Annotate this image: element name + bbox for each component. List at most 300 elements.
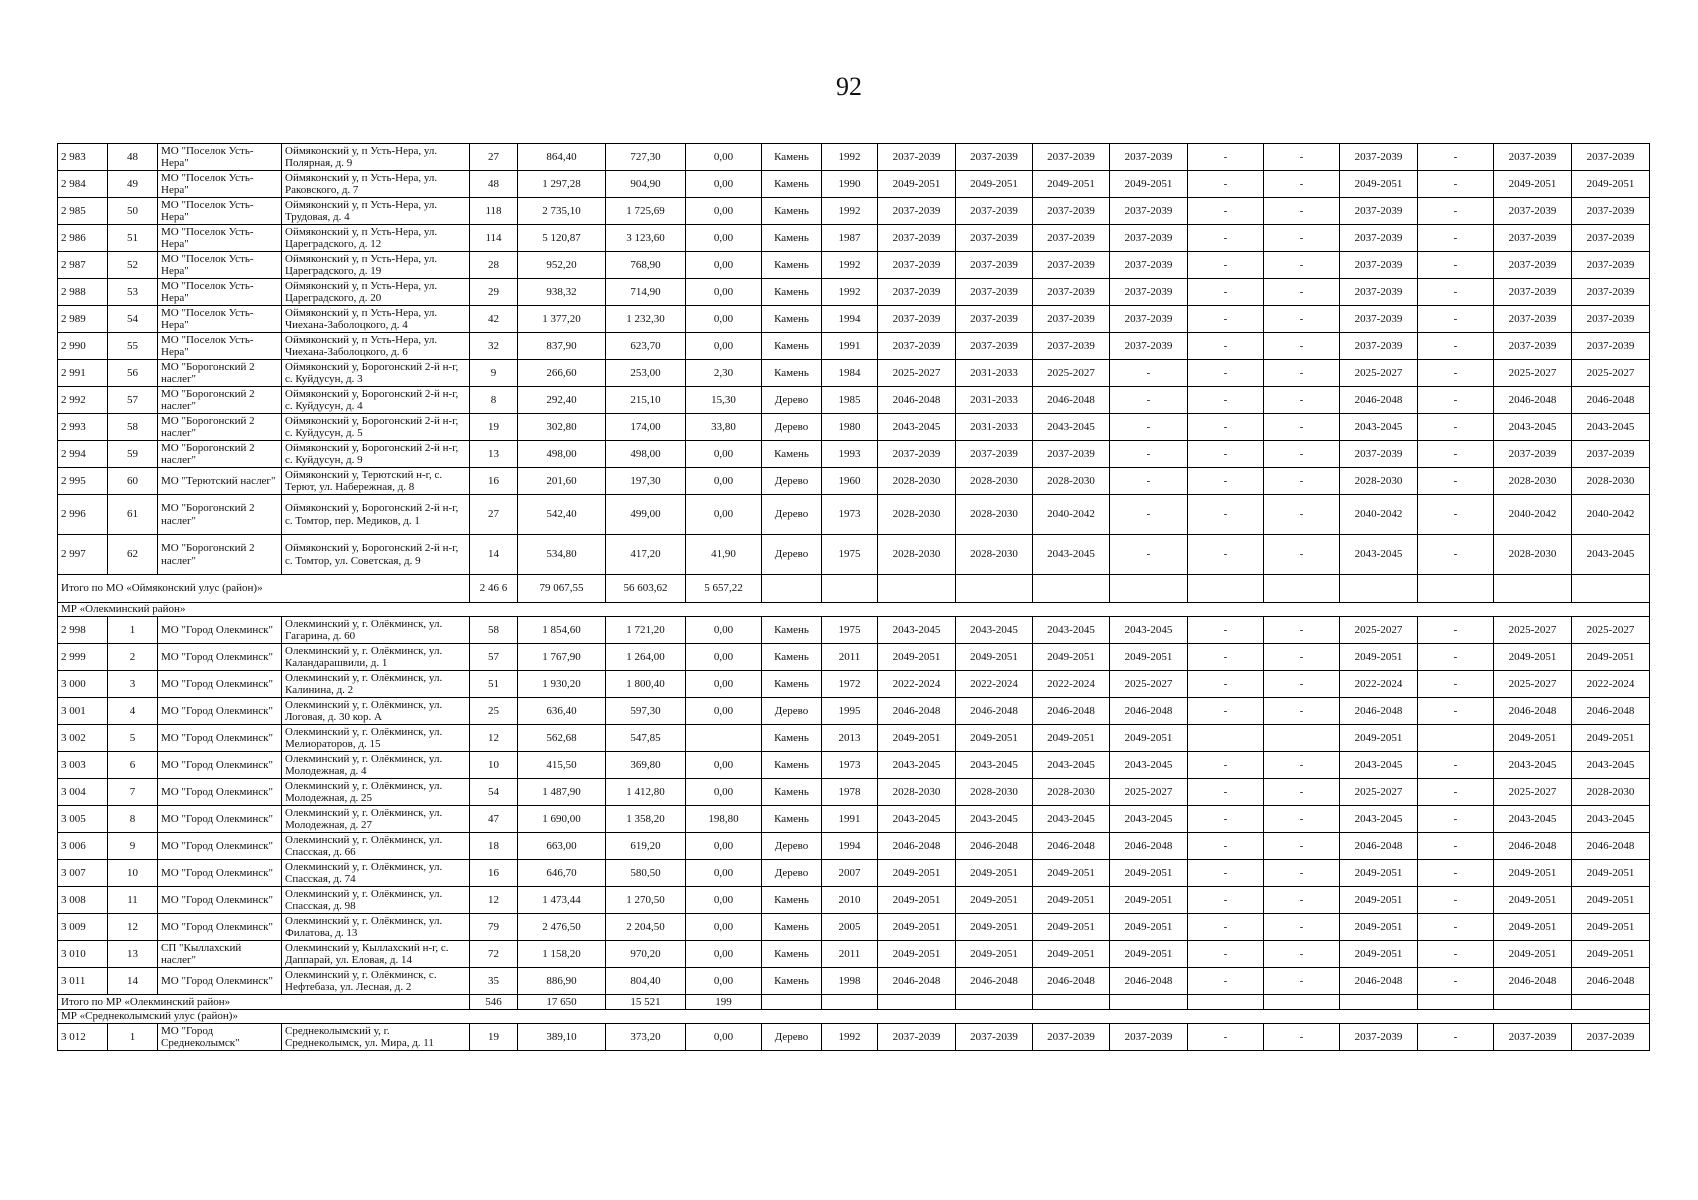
living-area-cell: 804,40	[606, 968, 686, 995]
period-10-cell: 2049-2051	[1572, 171, 1650, 198]
period-5-cell: -	[1188, 144, 1264, 171]
year-built-cell: 1992	[822, 144, 878, 171]
address-cell: Оймяконский у, Борогонский 2-й н-г, с. Куйдусун, д. 9	[282, 441, 470, 468]
section-header-row	[58, 1010, 1650, 1024]
period-2-cell: 2046-2048	[956, 698, 1033, 725]
empty-cell	[1494, 995, 1572, 1010]
year-built-cell: 1998	[822, 968, 878, 995]
period-6-cell: -	[1264, 414, 1340, 441]
row-number-cell: 3 001	[58, 698, 108, 725]
period-9-cell: 2049-2051	[1494, 171, 1572, 198]
living-area-cell: 499,00	[606, 495, 686, 535]
residents-cell: 12	[470, 887, 518, 914]
period-8-cell: -	[1418, 387, 1494, 414]
row-number-cell: 3 000	[58, 671, 108, 698]
total-area-cell: 201,60	[518, 468, 606, 495]
row-number-cell: 2 984	[58, 171, 108, 198]
period-4-cell: 2037-2039	[1110, 198, 1188, 225]
period-4-cell: -	[1110, 441, 1188, 468]
table-row	[58, 360, 1650, 387]
table-row	[58, 306, 1650, 333]
period-7-cell: 2025-2027	[1340, 779, 1418, 806]
address-cell: Оймяконский у, п Усть-Нера, ул. Цареградского, д. 19	[282, 252, 470, 279]
living-area-cell: 197,30	[606, 468, 686, 495]
local-number-cell: 59	[108, 441, 158, 468]
wall-material-cell: Камень	[762, 968, 822, 995]
period-10-cell: 2043-2045	[1572, 414, 1650, 441]
period-4-cell: 2049-2051	[1110, 725, 1188, 752]
period-5-cell: -	[1188, 779, 1264, 806]
year-built-cell: 1994	[822, 833, 878, 860]
local-number-cell: 51	[108, 225, 158, 252]
municipality-cell: МО "Город Олекминск"	[158, 779, 282, 806]
period-10-cell: 2049-2051	[1572, 914, 1650, 941]
period-1-cell: 2043-2045	[878, 414, 956, 441]
emergency-area-cell: 0,00	[686, 171, 762, 198]
wall-material-cell: Дерево	[762, 535, 822, 575]
period-4-cell: 2049-2051	[1110, 887, 1188, 914]
local-number-cell: 5	[108, 725, 158, 752]
table-row	[58, 833, 1650, 860]
period-4-cell: 2037-2039	[1110, 306, 1188, 333]
table-row	[58, 144, 1650, 171]
table-row	[58, 333, 1650, 360]
section-title: МР «Среднеколымский улус (район)»	[58, 1010, 1650, 1024]
residents-cell: 114	[470, 225, 518, 252]
empty-cell	[822, 995, 878, 1010]
year-built-cell: 1973	[822, 752, 878, 779]
residents-cell: 9	[470, 360, 518, 387]
wall-material-cell: Камень	[762, 725, 822, 752]
year-built-cell: 1991	[822, 806, 878, 833]
living-area-cell: 547,85	[606, 725, 686, 752]
emergency-area-cell: 0,00	[686, 968, 762, 995]
living-area-cell: 373,20	[606, 1024, 686, 1051]
period-8-cell: -	[1418, 333, 1494, 360]
period-2-cell: 2028-2030	[956, 779, 1033, 806]
period-5-cell: -	[1188, 887, 1264, 914]
wall-material-cell: Дерево	[762, 1024, 822, 1051]
period-1-cell: 2037-2039	[878, 333, 956, 360]
period-7-cell: 2043-2045	[1340, 535, 1418, 575]
period-2-cell: 2046-2048	[956, 833, 1033, 860]
local-number-cell: 6	[108, 752, 158, 779]
period-6-cell: -	[1264, 833, 1340, 860]
wall-material-cell: Камень	[762, 644, 822, 671]
period-10-cell: 2046-2048	[1572, 387, 1650, 414]
year-built-cell: 1992	[822, 252, 878, 279]
page-number: 92	[836, 72, 862, 101]
period-8-cell: -	[1418, 144, 1494, 171]
residents-cell: 57	[470, 644, 518, 671]
row-number-cell: 2 998	[58, 617, 108, 644]
wall-material-cell: Камень	[762, 171, 822, 198]
municipality-cell: МО "Город Олекминск"	[158, 806, 282, 833]
living-area-cell: 1 358,20	[606, 806, 686, 833]
period-4-cell: 2037-2039	[1110, 144, 1188, 171]
total-area-cell: 266,60	[518, 360, 606, 387]
emergency-area-cell: 0,00	[686, 225, 762, 252]
local-number-cell: 1	[108, 617, 158, 644]
total-area-cell: 1 690,00	[518, 806, 606, 833]
total-area-cell: 663,00	[518, 833, 606, 860]
period-5-cell: -	[1188, 306, 1264, 333]
local-number-cell: 14	[108, 968, 158, 995]
period-5-cell: -	[1188, 617, 1264, 644]
table-row	[58, 617, 1650, 644]
table-row	[58, 941, 1650, 968]
empty-cell	[1418, 995, 1494, 1010]
address-cell: Олекминский у, г. Олёкминск, ул. Молодежная, д. 4	[282, 752, 470, 779]
table-row	[58, 671, 1650, 698]
period-6-cell: -	[1264, 968, 1340, 995]
empty-cell	[1264, 995, 1340, 1010]
living-area-cell: 768,90	[606, 252, 686, 279]
table-row	[58, 752, 1650, 779]
period-8-cell: -	[1418, 779, 1494, 806]
period-6-cell: -	[1264, 306, 1340, 333]
total-area-cell: 952,20	[518, 252, 606, 279]
table-row	[58, 198, 1650, 225]
period-2-cell: 2028-2030	[956, 468, 1033, 495]
emergency-area-cell: 0,00	[686, 252, 762, 279]
period-3-cell: 2037-2039	[1033, 252, 1110, 279]
period-4-cell: 2049-2051	[1110, 941, 1188, 968]
period-2-cell: 2049-2051	[956, 887, 1033, 914]
address-cell: Олекминский у, г. Олёкминск, ул. Мелиораторов, д. 15	[282, 725, 470, 752]
period-6-cell: -	[1264, 1024, 1340, 1051]
table-row	[58, 495, 1650, 535]
row-number-cell: 2 999	[58, 644, 108, 671]
living-area-cell: 1 800,40	[606, 671, 686, 698]
address-cell: Оймяконский у, п Усть-Нера, ул. Чиехана-Заболоцкого, д. 6	[282, 333, 470, 360]
table-row	[58, 252, 1650, 279]
municipality-cell: МО "Борогонский 2 наслег"	[158, 360, 282, 387]
period-8-cell: -	[1418, 698, 1494, 725]
address-cell: Олекминский у, г. Олёкминск, с. Нефтебаза, ул. Лесная, д. 2	[282, 968, 470, 995]
living-area-cell: 369,80	[606, 752, 686, 779]
residents-cell: 47	[470, 806, 518, 833]
period-7-cell: 2049-2051	[1340, 914, 1418, 941]
living-area-cell: 904,90	[606, 171, 686, 198]
address-cell: Оймяконский у, п Усть-Нера, ул. Цареградского, д. 20	[282, 279, 470, 306]
period-5-cell: -	[1188, 914, 1264, 941]
row-number-cell: 2 985	[58, 198, 108, 225]
municipality-cell: МО "Город Олекминск"	[158, 644, 282, 671]
period-7-cell: 2022-2024	[1340, 671, 1418, 698]
period-2-cell: 2037-2039	[956, 1024, 1033, 1051]
residents-cell: 25	[470, 698, 518, 725]
residents-cell: 13	[470, 441, 518, 468]
total-row	[58, 575, 1650, 603]
period-9-cell: 2025-2027	[1494, 779, 1572, 806]
period-9-cell: 2025-2027	[1494, 671, 1572, 698]
municipality-cell: МО "Поселок Усть-Нера"	[158, 279, 282, 306]
period-3-cell: 2046-2048	[1033, 968, 1110, 995]
year-built-cell: 1987	[822, 225, 878, 252]
period-4-cell: 2037-2039	[1110, 1024, 1188, 1051]
period-9-cell: 2028-2030	[1494, 535, 1572, 575]
year-built-cell: 1994	[822, 306, 878, 333]
address-cell: Оймяконский у, Борогонский 2-й н-г, с. Томтор, пер. Медиков, д. 1	[282, 495, 470, 535]
local-number-cell: 13	[108, 941, 158, 968]
period-7-cell: 2043-2045	[1340, 806, 1418, 833]
period-9-cell: 2046-2048	[1494, 698, 1572, 725]
table-row	[58, 468, 1650, 495]
residents-cell: 54	[470, 779, 518, 806]
period-9-cell: 2046-2048	[1494, 968, 1572, 995]
total-area-cell: 5 120,87	[518, 225, 606, 252]
wall-material-cell: Камень	[762, 225, 822, 252]
period-1-cell: 2037-2039	[878, 144, 956, 171]
period-5-cell: -	[1188, 671, 1264, 698]
period-5-cell: -	[1188, 968, 1264, 995]
emergency-area-cell: 0,00	[686, 671, 762, 698]
period-5-cell: -	[1188, 414, 1264, 441]
municipality-cell: МО "Поселок Усть-Нера"	[158, 306, 282, 333]
table-row	[58, 968, 1650, 995]
period-10-cell: 2037-2039	[1572, 252, 1650, 279]
local-number-cell: 56	[108, 360, 158, 387]
period-7-cell: 2037-2039	[1340, 225, 1418, 252]
emergency-area-total: 199	[686, 995, 762, 1010]
emergency-area-cell: 0,00	[686, 144, 762, 171]
total-area-cell: 1 854,60	[518, 617, 606, 644]
period-4-cell: 2043-2045	[1110, 806, 1188, 833]
municipality-cell: МО "Борогонский 2 наслег"	[158, 387, 282, 414]
local-number-cell: 3	[108, 671, 158, 698]
period-6-cell: -	[1264, 468, 1340, 495]
empty-cell	[1340, 575, 1418, 603]
row-number-cell: 3 007	[58, 860, 108, 887]
emergency-area-cell: 0,00	[686, 279, 762, 306]
period-7-cell: 2049-2051	[1340, 887, 1418, 914]
period-7-cell: 2049-2051	[1340, 171, 1418, 198]
address-cell: Оймяконский у, Борогонский 2-й н-г, с. Куйдусун, д. 3	[282, 360, 470, 387]
row-number-cell: 2 983	[58, 144, 108, 171]
period-1-cell: 2037-2039	[878, 306, 956, 333]
period-7-cell: 2043-2045	[1340, 752, 1418, 779]
local-number-cell: 57	[108, 387, 158, 414]
period-4-cell: 2046-2048	[1110, 833, 1188, 860]
period-9-cell: 2043-2045	[1494, 752, 1572, 779]
empty-cell	[1572, 575, 1650, 603]
period-8-cell: -	[1418, 1024, 1494, 1051]
period-2-cell: 2022-2024	[956, 671, 1033, 698]
period-5-cell: -	[1188, 441, 1264, 468]
period-6-cell: -	[1264, 806, 1340, 833]
year-built-cell: 2007	[822, 860, 878, 887]
living-area-cell: 580,50	[606, 860, 686, 887]
address-cell: Олекминский у, г. Олёкминск, ул. Каландарашвили, д. 1	[282, 644, 470, 671]
residents-cell: 8	[470, 387, 518, 414]
emergency-area-cell: 0,00	[686, 887, 762, 914]
period-6-cell: -	[1264, 752, 1340, 779]
address-cell: Оймяконский у, Борогонский 2-й н-г, с. Томтор, ул. Советская, д. 9	[282, 535, 470, 575]
period-9-cell: 2043-2045	[1494, 806, 1572, 833]
period-6-cell: -	[1264, 914, 1340, 941]
address-cell: Олекминский у, г. Олёкминск, ул. Гагарина, д. 60	[282, 617, 470, 644]
section-header-row	[58, 603, 1650, 617]
period-10-cell: 2037-2039	[1572, 144, 1650, 171]
total-area-cell: 646,70	[518, 860, 606, 887]
period-10-cell: 2037-2039	[1572, 279, 1650, 306]
living-area-cell: 727,30	[606, 144, 686, 171]
period-6-cell: -	[1264, 495, 1340, 535]
emergency-area-cell: 33,80	[686, 414, 762, 441]
living-area-cell: 2 204,50	[606, 914, 686, 941]
empty-cell	[878, 995, 956, 1010]
period-7-cell: 2040-2042	[1340, 495, 1418, 535]
period-9-cell: 2037-2039	[1494, 1024, 1572, 1051]
period-1-cell: 2028-2030	[878, 779, 956, 806]
empty-cell	[1572, 995, 1650, 1010]
period-8-cell: -	[1418, 887, 1494, 914]
period-4-cell: 2037-2039	[1110, 225, 1188, 252]
row-number-cell: 2 991	[58, 360, 108, 387]
total-area-cell: 542,40	[518, 495, 606, 535]
total-area-cell: 2 735,10	[518, 198, 606, 225]
period-8-cell: -	[1418, 833, 1494, 860]
year-built-cell: 1991	[822, 333, 878, 360]
period-6-cell: -	[1264, 360, 1340, 387]
period-2-cell: 2037-2039	[956, 306, 1033, 333]
total-area-cell: 292,40	[518, 387, 606, 414]
year-built-cell: 1978	[822, 779, 878, 806]
total-label: Итого по МР «Олекминский район»	[58, 995, 470, 1010]
total-area-cell: 534,80	[518, 535, 606, 575]
period-8-cell: -	[1418, 360, 1494, 387]
local-number-cell: 55	[108, 333, 158, 360]
period-3-cell: 2049-2051	[1033, 887, 1110, 914]
period-9-cell: 2043-2045	[1494, 414, 1572, 441]
year-built-cell: 2013	[822, 725, 878, 752]
period-4-cell: 2025-2027	[1110, 779, 1188, 806]
period-2-cell: 2037-2039	[956, 144, 1033, 171]
period-8-cell: -	[1418, 198, 1494, 225]
wall-material-cell: Камень	[762, 887, 822, 914]
period-6-cell: -	[1264, 441, 1340, 468]
period-1-cell: 2046-2048	[878, 387, 956, 414]
municipality-cell: МО "Поселок Усть-Нера"	[158, 171, 282, 198]
wall-material-cell: Камень	[762, 752, 822, 779]
period-4-cell: 2049-2051	[1110, 171, 1188, 198]
address-cell: Оймяконский у, п Усть-Нера, ул. Раковского, д. 7	[282, 171, 470, 198]
period-5-cell: -	[1188, 1024, 1264, 1051]
residents-cell: 27	[470, 495, 518, 535]
emergency-area-cell: 0,00	[686, 441, 762, 468]
living-area-total: 56 603,62	[606, 575, 686, 603]
empty-cell	[762, 575, 822, 603]
table-row	[58, 441, 1650, 468]
year-built-cell: 1973	[822, 495, 878, 535]
wall-material-cell: Камень	[762, 441, 822, 468]
total-area-cell: 1 377,20	[518, 306, 606, 333]
period-9-cell: 2037-2039	[1494, 252, 1572, 279]
municipality-cell: МО "Поселок Усть-Нера"	[158, 144, 282, 171]
municipality-cell: МО "Борогонский 2 наслег"	[158, 495, 282, 535]
emergency-area-cell: 0,00	[686, 617, 762, 644]
total-area-cell: 938,32	[518, 279, 606, 306]
period-6-cell: -	[1264, 644, 1340, 671]
table-row	[58, 860, 1650, 887]
period-7-cell: 2046-2048	[1340, 698, 1418, 725]
municipality-cell: МО "Город Олекминск"	[158, 860, 282, 887]
period-7-cell: 2046-2048	[1340, 387, 1418, 414]
year-built-cell: 2011	[822, 644, 878, 671]
living-area-cell: 1 270,50	[606, 887, 686, 914]
period-10-cell: 2037-2039	[1572, 333, 1650, 360]
period-7-cell: 2043-2045	[1340, 414, 1418, 441]
period-7-cell: 2037-2039	[1340, 333, 1418, 360]
emergency-area-cell: 15,30	[686, 387, 762, 414]
address-cell: Олекминский у, Кыллахский н-г, с. Даппарай, ул. Еловая, д. 14	[282, 941, 470, 968]
wall-material-cell: Камень	[762, 144, 822, 171]
municipality-cell: МО "Город Олекминск"	[158, 914, 282, 941]
total-area-cell: 636,40	[518, 698, 606, 725]
period-1-cell: 2043-2045	[878, 752, 956, 779]
period-10-cell: 2028-2030	[1572, 468, 1650, 495]
period-1-cell: 2049-2051	[878, 941, 956, 968]
emergency-area-cell: 0,00	[686, 198, 762, 225]
residents-cell: 58	[470, 617, 518, 644]
period-1-cell: 2028-2030	[878, 535, 956, 575]
row-number-cell: 3 010	[58, 941, 108, 968]
year-built-cell: 1975	[822, 535, 878, 575]
period-8-cell: -	[1418, 468, 1494, 495]
period-4-cell: 2037-2039	[1110, 279, 1188, 306]
period-5-cell: -	[1188, 198, 1264, 225]
residents-cell: 14	[470, 535, 518, 575]
municipality-cell: МО "Город Олекминск"	[158, 887, 282, 914]
period-7-cell: 2046-2048	[1340, 833, 1418, 860]
period-10-cell: 2022-2024	[1572, 671, 1650, 698]
local-number-cell: 2	[108, 644, 158, 671]
period-3-cell: 2049-2051	[1033, 644, 1110, 671]
empty-cell	[822, 575, 878, 603]
period-5-cell: -	[1188, 333, 1264, 360]
period-2-cell: 2043-2045	[956, 806, 1033, 833]
year-built-cell: 1995	[822, 698, 878, 725]
period-8-cell: -	[1418, 441, 1494, 468]
period-10-cell: 2037-2039	[1572, 198, 1650, 225]
row-number-cell: 2 987	[58, 252, 108, 279]
period-6-cell	[1264, 725, 1340, 752]
total-area-cell: 1 158,20	[518, 941, 606, 968]
local-number-cell: 4	[108, 698, 158, 725]
period-9-cell: 2037-2039	[1494, 279, 1572, 306]
period-8-cell	[1418, 725, 1494, 752]
row-number-cell: 2 993	[58, 414, 108, 441]
wall-material-cell: Дерево	[762, 468, 822, 495]
emergency-area-cell: 0,00	[686, 941, 762, 968]
period-2-cell: 2049-2051	[956, 171, 1033, 198]
period-7-cell: 2049-2051	[1340, 725, 1418, 752]
row-number-cell: 3 002	[58, 725, 108, 752]
empty-cell	[1188, 995, 1264, 1010]
wall-material-cell: Камень	[762, 252, 822, 279]
row-number-cell: 2 994	[58, 441, 108, 468]
emergency-area-cell: 0,00	[686, 306, 762, 333]
period-5-cell: -	[1188, 644, 1264, 671]
year-built-cell: 2010	[822, 887, 878, 914]
emergency-area-cell: 0,00	[686, 698, 762, 725]
year-built-cell: 1975	[822, 617, 878, 644]
row-number-cell: 3 012	[58, 1024, 108, 1051]
period-1-cell: 2043-2045	[878, 617, 956, 644]
period-2-cell: 2043-2045	[956, 617, 1033, 644]
municipality-cell: МО "Борогонский 2 наслег"	[158, 441, 282, 468]
